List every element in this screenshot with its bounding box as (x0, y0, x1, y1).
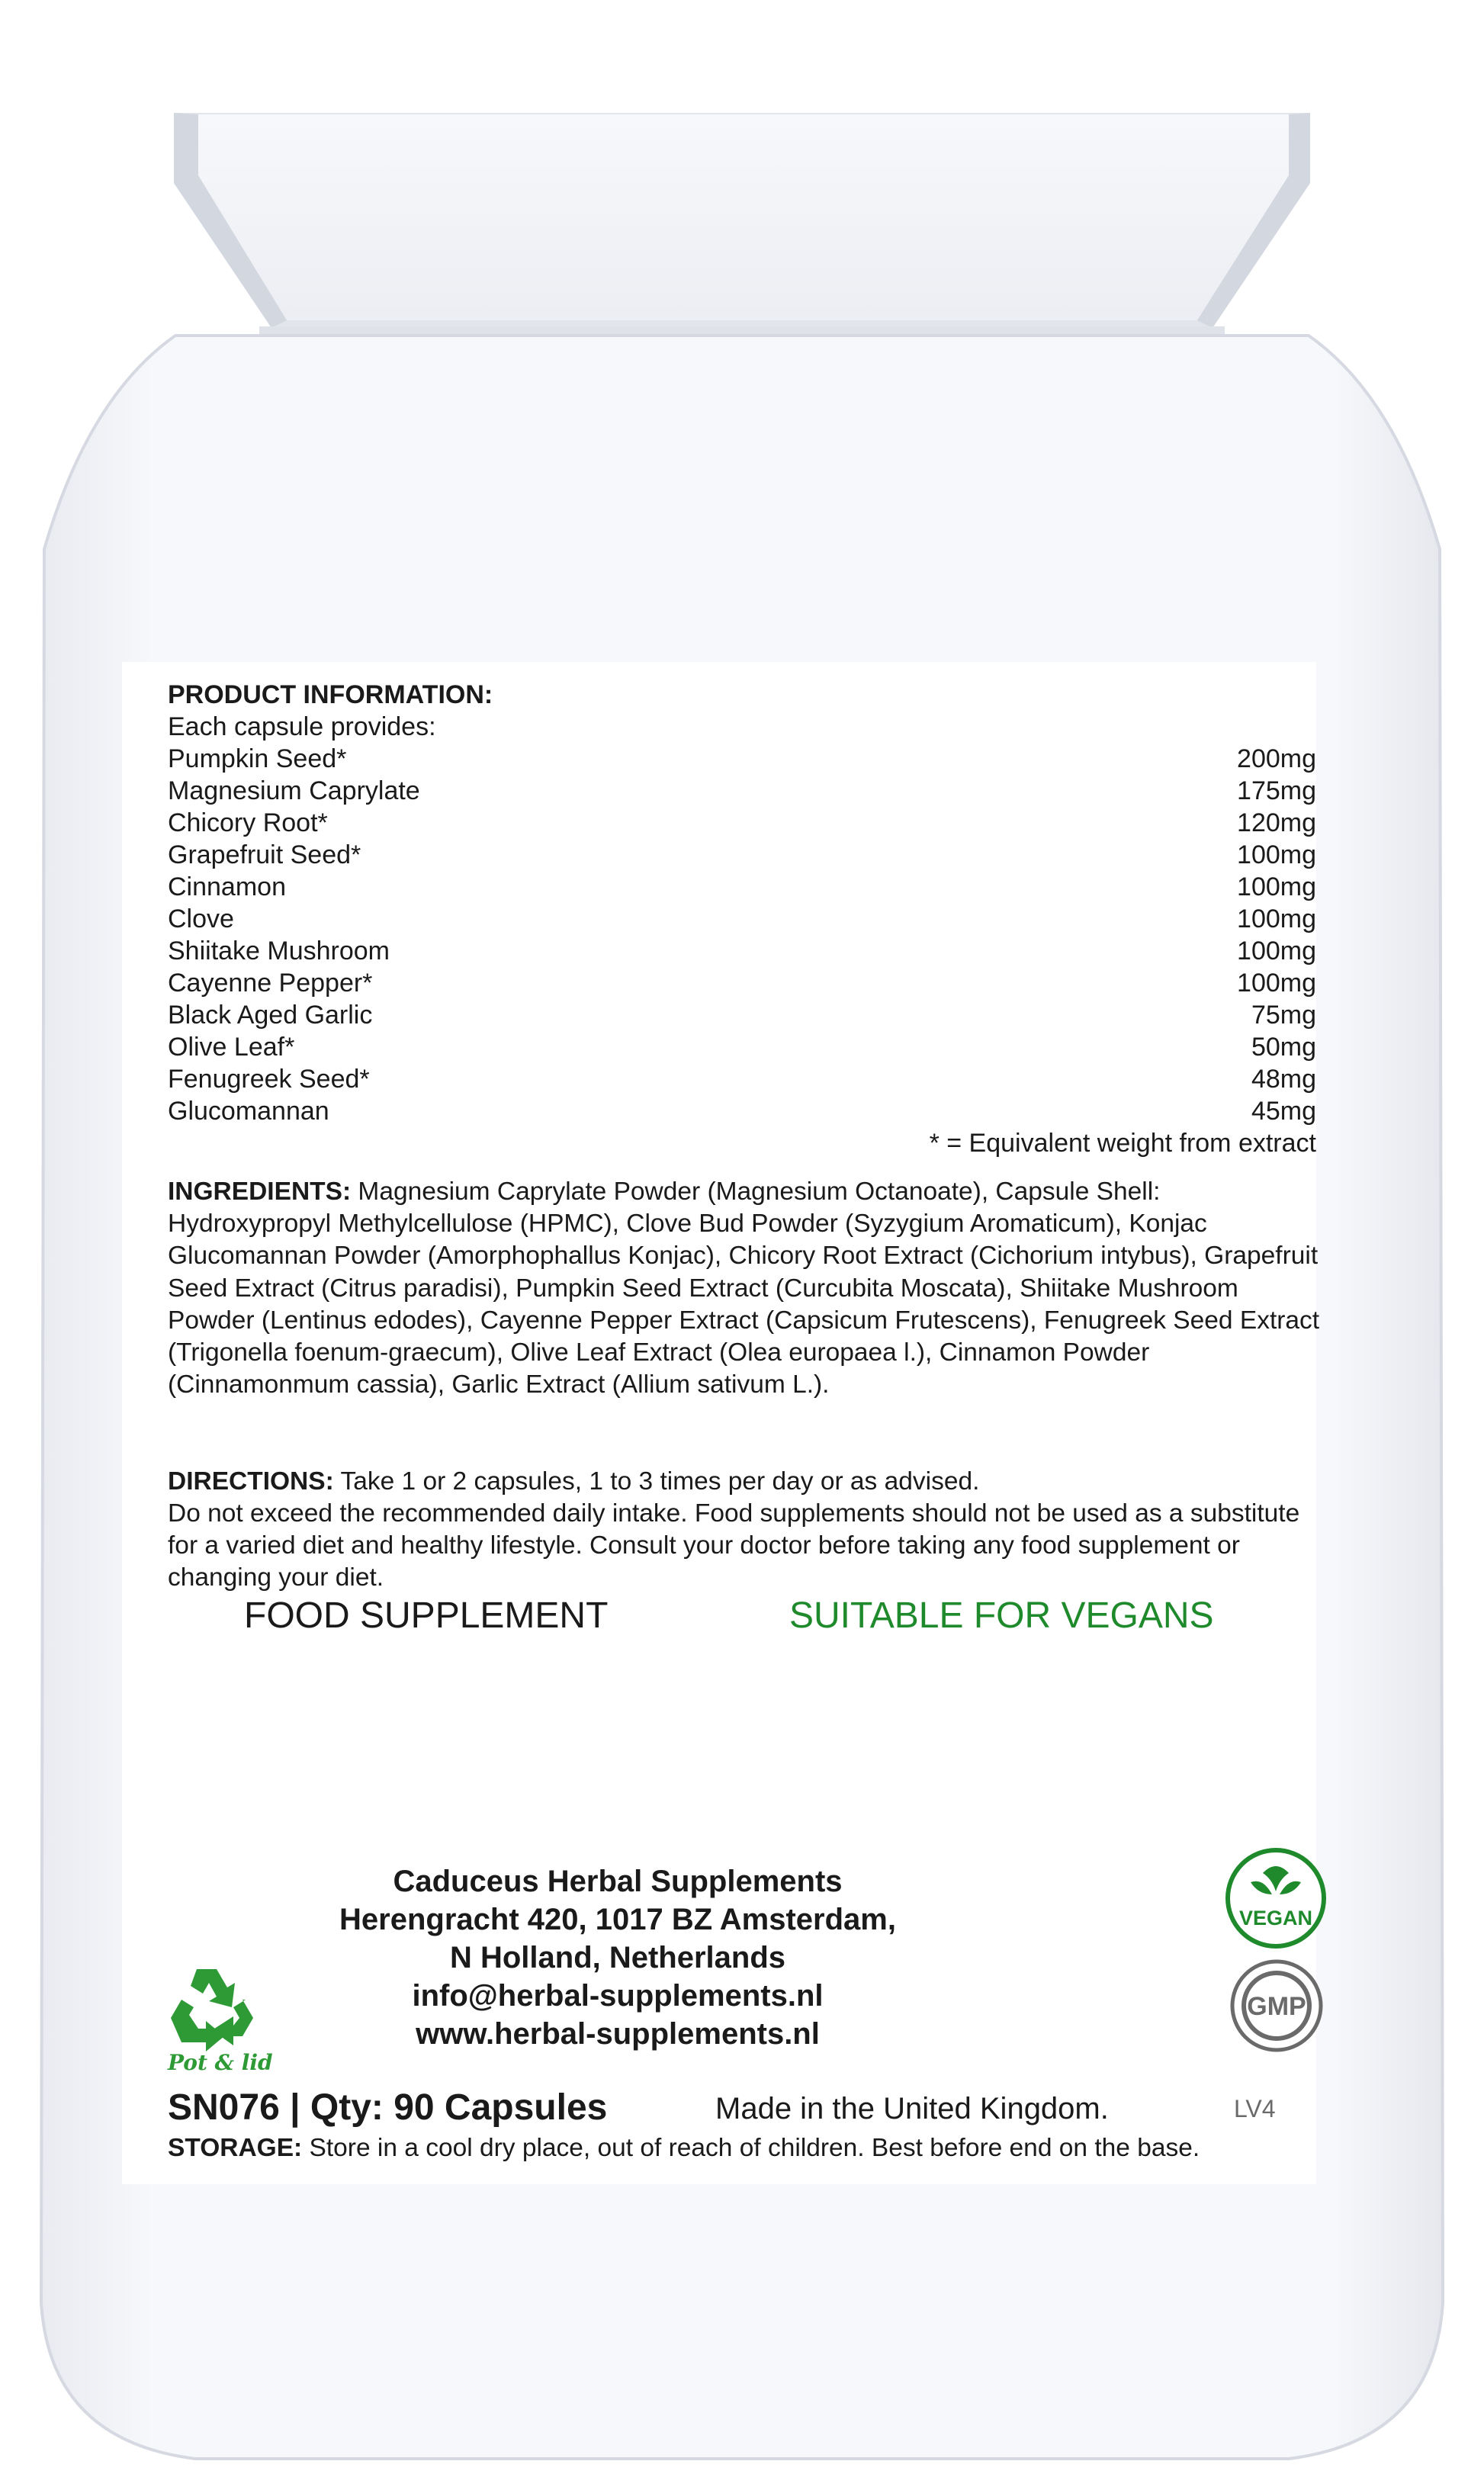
food-supplement-claim: FOOD SUPPLEMENT (244, 1595, 609, 1636)
recycle-icon (163, 1965, 270, 2053)
nutrient-row (168, 807, 1316, 839)
directions-text: Take 1 or 2 capsules, 1 to 3 times per day or as advised. (333, 1467, 980, 1496)
nutrient-name: Cinnamon (168, 872, 286, 901)
gmp-badge-icon (1229, 1958, 1324, 2053)
nutrient-amount: 200mg (1237, 744, 1316, 773)
nutrient-name: Fenugreek Seed* (168, 1065, 370, 1094)
company-street: Herengracht 420, 1017 BZ Amsterdam, (339, 1903, 896, 1936)
nutrient-row (168, 999, 1316, 1031)
nutrient-name: Black Aged Garlic (168, 1001, 373, 1030)
made-in: Made in the United Kingdom. (715, 2092, 1109, 2125)
bottle-lid (174, 113, 1310, 337)
nutrient-row (168, 967, 1316, 999)
nutrient-amount: 50mg (1251, 1033, 1316, 1062)
nutrient-amount: 100mg (1237, 872, 1316, 901)
nutrient-row (168, 1095, 1316, 1127)
nutrient-amount: 100mg (1237, 937, 1316, 966)
nutrient-row (168, 935, 1316, 967)
nutrient-amount: 45mg (1251, 1097, 1316, 1126)
storage-label: STORAGE: (168, 2134, 303, 2162)
nutrient-row (168, 775, 1316, 807)
vegan-badge-text: VEGAN (1238, 1907, 1313, 1929)
product-info-heading: PRODUCT INFORMATION: (168, 680, 493, 709)
product-info-subheading: Each capsule provides: (168, 712, 436, 741)
nutrient-name: Chicory Root* (168, 808, 328, 837)
nutrient-name: Grapefruit Seed* (168, 840, 361, 869)
directions-label: DIRECTIONS: (168, 1467, 334, 1496)
recycle-caption: Pot & lid (168, 2050, 273, 2075)
product-label (122, 662, 1320, 2184)
recycle-block (163, 1965, 273, 2079)
nutrient-name: Cayenne Pepper* (168, 969, 373, 998)
vegan-badge-icon (1225, 1847, 1327, 1949)
storage-line (168, 2132, 1200, 2164)
nutrient-amount: 48mg (1251, 1065, 1316, 1094)
nutrient-name: Pumpkin Seed* (168, 744, 347, 773)
company-website: www.herbal-supplements.nl (416, 2017, 820, 2051)
ingredients-paragraph (168, 1176, 1327, 1401)
directions-paragraph (168, 1466, 1327, 1498)
nutrient-name: Olive Leaf* (168, 1033, 295, 1062)
company-name: Caduceus Herbal Supplements (393, 1865, 843, 1898)
nutrient-row (168, 903, 1316, 935)
nutrient-name: Clove (168, 904, 234, 933)
ingredients-text: Magnesium Caprylate Powder (Magnesium Octanoate), Capsule Shell: Hydroxypropyl Methylcellulose (HPMC), Clove Bud Powder (Syzygium Aromaticum), Konjac Glucomannan Powder (Amorphophallus Konjac), Chicory Root Extract (Cichorium intybus), Grapefruit Seed Extract (Citrus paradisi), Pumpkin Seed Extract (Curcubita Moscata), Shiitake Mushroom Powder (Lentinus edodes), Cayenne Pepper Extract (Capsicum Frutescens), Fenugreek Seed Extract (Trigonella foenum-graecum), Olive Leaf Extract (Olea europaea l.), Cinnamon Powder (Cinnamonmum cassia), Garlic Extract (Allium sativum L.). (168, 1178, 1320, 1399)
nutrient-amount: 100mg (1237, 904, 1316, 933)
footnote: * = Equivalent weight from extract (929, 1129, 1316, 1158)
sku-quantity: SN076 | Qty: 90 Capsules (168, 2087, 608, 2128)
nutrient-amount: 75mg (1251, 1001, 1316, 1030)
nutrient-amount: 175mg (1237, 776, 1316, 805)
nutrient-name: Shiitake Mushroom (168, 937, 390, 966)
nutrient-row (168, 743, 1316, 775)
company-email: info@herbal-supplements.nl (412, 1979, 824, 2013)
warning-paragraph: Do not exceed the recommended daily intake. Food supplements should not be used as a substitute for a varied diet and healthy lifestyle. Consult your doctor before taking any food supplement or changing your diet. (168, 1499, 1300, 1592)
storage-text: Store in a cool dry place, out of reach of children. Best before end on the base. (302, 2134, 1200, 2162)
gmp-badge (1229, 1958, 1324, 2053)
nutrient-name: Glucomannan (168, 1097, 329, 1126)
nutrient-amount: 100mg (1237, 969, 1316, 998)
gmp-badge-text: GMP (1247, 1992, 1306, 2021)
nutrient-row (168, 1031, 1316, 1063)
vegan-badge (1225, 1847, 1327, 1949)
nutrient-row (168, 839, 1316, 871)
ingredients-label: INGREDIENTS: (168, 1178, 352, 1206)
nutrient-amount: 120mg (1237, 808, 1316, 837)
nutrient-row (168, 1063, 1316, 1095)
label-version: LV4 (1234, 2095, 1276, 2122)
nutrient-amount: 100mg (1237, 840, 1316, 869)
vegan-claim: SUITABLE FOR VEGANS (789, 1595, 1214, 1636)
nutrient-name: Magnesium Caprylate (168, 776, 420, 805)
company-region: N Holland, Netherlands (449, 1941, 786, 1974)
nutrient-row (168, 871, 1316, 903)
